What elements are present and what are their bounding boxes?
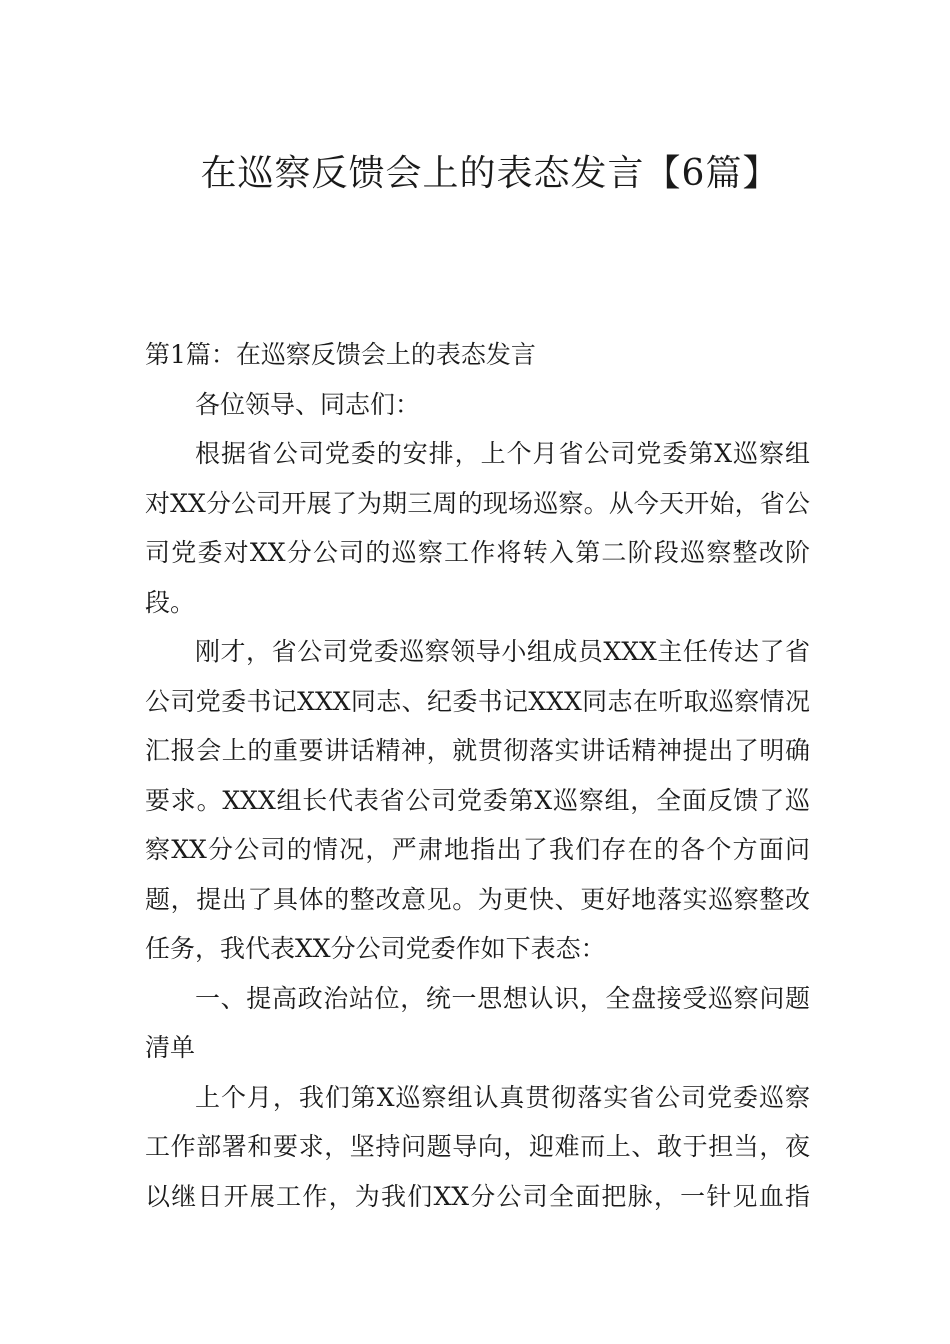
salutation: 各位领导、同志们： bbox=[195, 389, 421, 419]
paragraph-2: 刚才，省公司党委巡察领导小组成员XXX主任传达了省公司党委书记XXX同志、纪委书记XXX同志在听取巡察情况汇报会上的重要讲话精神，就贯彻落实讲话精神提出了明确要求。XXX组长代表省公司党委第X巡察组，全面反馈了巡察XX分公司的情况，严肃地指出了我们存在的各个方面问题，提出了具体的整改意见。为更快、更好地落实巡察整改任务，我代表XX分公司党委作如下表态： bbox=[145, 637, 810, 963]
document-body bbox=[145, 330, 810, 1221]
paragraph-4: 上个月，我们第X巡察组认真贯彻落实省公司党委巡察工作部署和要求，坚持问题导向，迎难而上、敢于担当，夜以继日开展工作，为我们XX分公司全面把脉，一针见血指 bbox=[145, 1082, 810, 1211]
paragraph-3: 一、提高政治站位，统一思想认识，全盘接受巡察问题清单 bbox=[145, 983, 810, 1062]
document-title: 在巡察反馈会上的表态发言【6篇】 bbox=[200, 153, 780, 194]
paragraph-1: 根据省公司党委的安排，上个月省公司党委第X巡察组对XX分公司开展了为期三周的现场巡察。从今天开始，省公司党委对XX分公司的巡察工作将转入第二阶段巡察整改阶段。 bbox=[145, 439, 810, 617]
section-heading: 第1篇：在巡察反馈会上的表态发言 bbox=[145, 340, 536, 369]
